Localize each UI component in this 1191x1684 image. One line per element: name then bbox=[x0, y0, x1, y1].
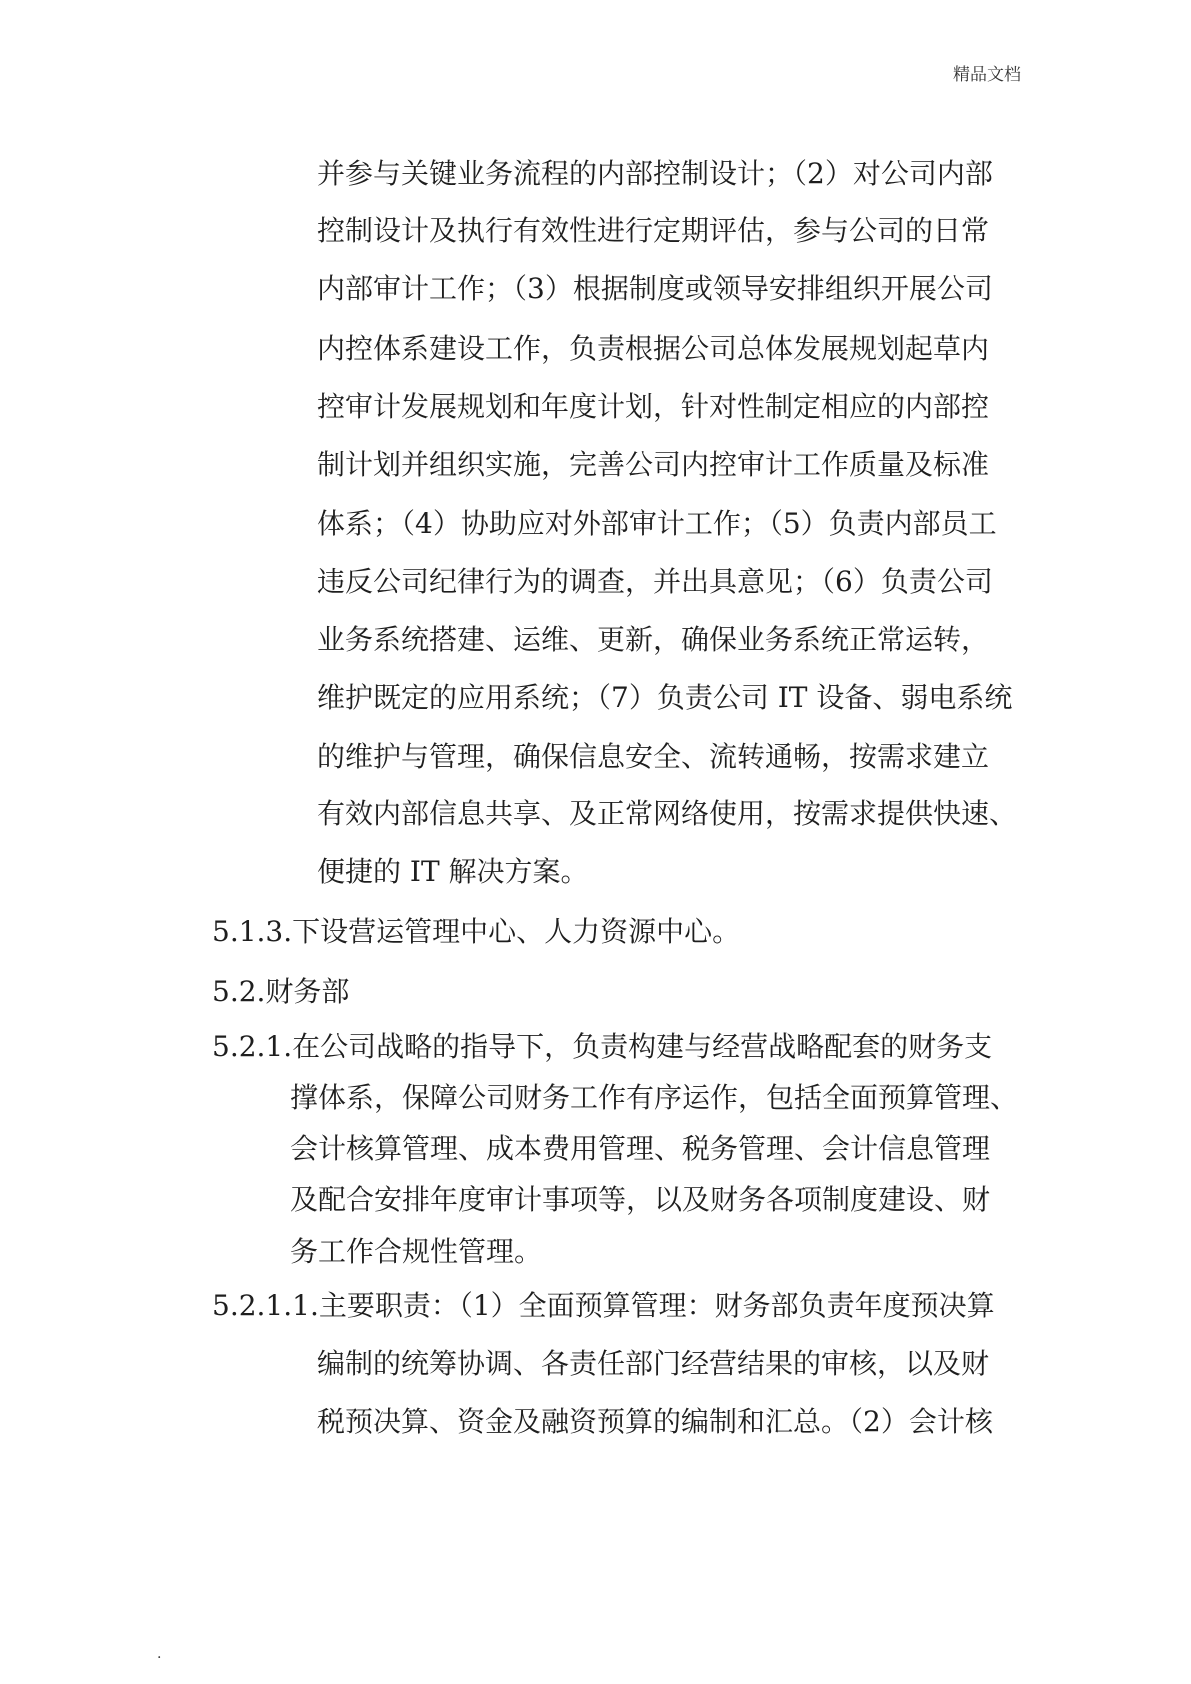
text-line: 5.2.1.在公司战略的指导下，负责构建与经营战略配套的财务支 bbox=[212, 1030, 993, 1063]
text-line: 务工作合规性管理。 bbox=[290, 1235, 543, 1268]
text-line: 便捷的 IT 解决方案。 bbox=[317, 855, 589, 888]
header-note: 精品文档 bbox=[953, 65, 1021, 85]
text-line: 撑体系，保障公司财务工作有序运作，包括全面预算管理、 bbox=[290, 1081, 1019, 1114]
text-line: 控审计发展规划和年度计划，针对性制定相应的内部控 bbox=[317, 390, 990, 423]
text-line: 内控体系建设工作，负责根据公司总体发展规划起草内 bbox=[317, 332, 990, 365]
text-line: 违反公司纪律行为的调查，并出具意见；（6）负责公司 bbox=[317, 565, 993, 598]
text-line: 有效内部信息共享、及正常网络使用，按需求提供快速、 bbox=[317, 797, 1018, 830]
text-line: 制计划并组织实施，完善公司内控审计工作质量及标准 bbox=[317, 448, 990, 481]
text-line: 控制设计及执行有效性进行定期评估，参与公司的日常 bbox=[317, 214, 990, 247]
text-line: 维护既定的应用系统；（7）负责公司 IT 设备、弱电系统 bbox=[317, 681, 1013, 714]
text-line: 税预决算、资金及融资预算的编制和汇总。（2）会计核 bbox=[317, 1405, 993, 1438]
text-line: 体系；（4）协助应对外部审计工作；（5）负责内部员工 bbox=[317, 507, 997, 540]
text-line: 编制的统筹协调、各责任部门经营结果的审核，以及财 bbox=[317, 1347, 990, 1380]
text-line: 的维护与管理，确保信息安全、流转通畅，按需求建立 bbox=[317, 740, 990, 773]
text-line: 5.2.1.1.主要职责：（1）全面预算管理：财务部负责年度预决算 bbox=[212, 1289, 995, 1322]
text-line: 并参与关键业务流程的内部控制设计；（2）对公司内部 bbox=[317, 157, 993, 190]
text-line: 及配合安排年度审计事项等，以及财务各项制度建设、财 bbox=[290, 1183, 991, 1216]
text-line: 内部审计工作；（3）根据制度或领导安排组织开展公司 bbox=[317, 272, 993, 305]
section-5-1-3: 5.1.3.下设营运管理中心、人力资源中心。 bbox=[212, 915, 741, 948]
text-line: 业务系统搭建、运维、更新，确保业务系统正常运转， bbox=[317, 623, 990, 656]
section-heading-finance: 5.2.财务部 bbox=[212, 975, 350, 1008]
footer-mark: . bbox=[157, 1646, 162, 1662]
text-line: 会计核算管理、成本费用管理、税务管理、会计信息管理 bbox=[290, 1132, 991, 1165]
